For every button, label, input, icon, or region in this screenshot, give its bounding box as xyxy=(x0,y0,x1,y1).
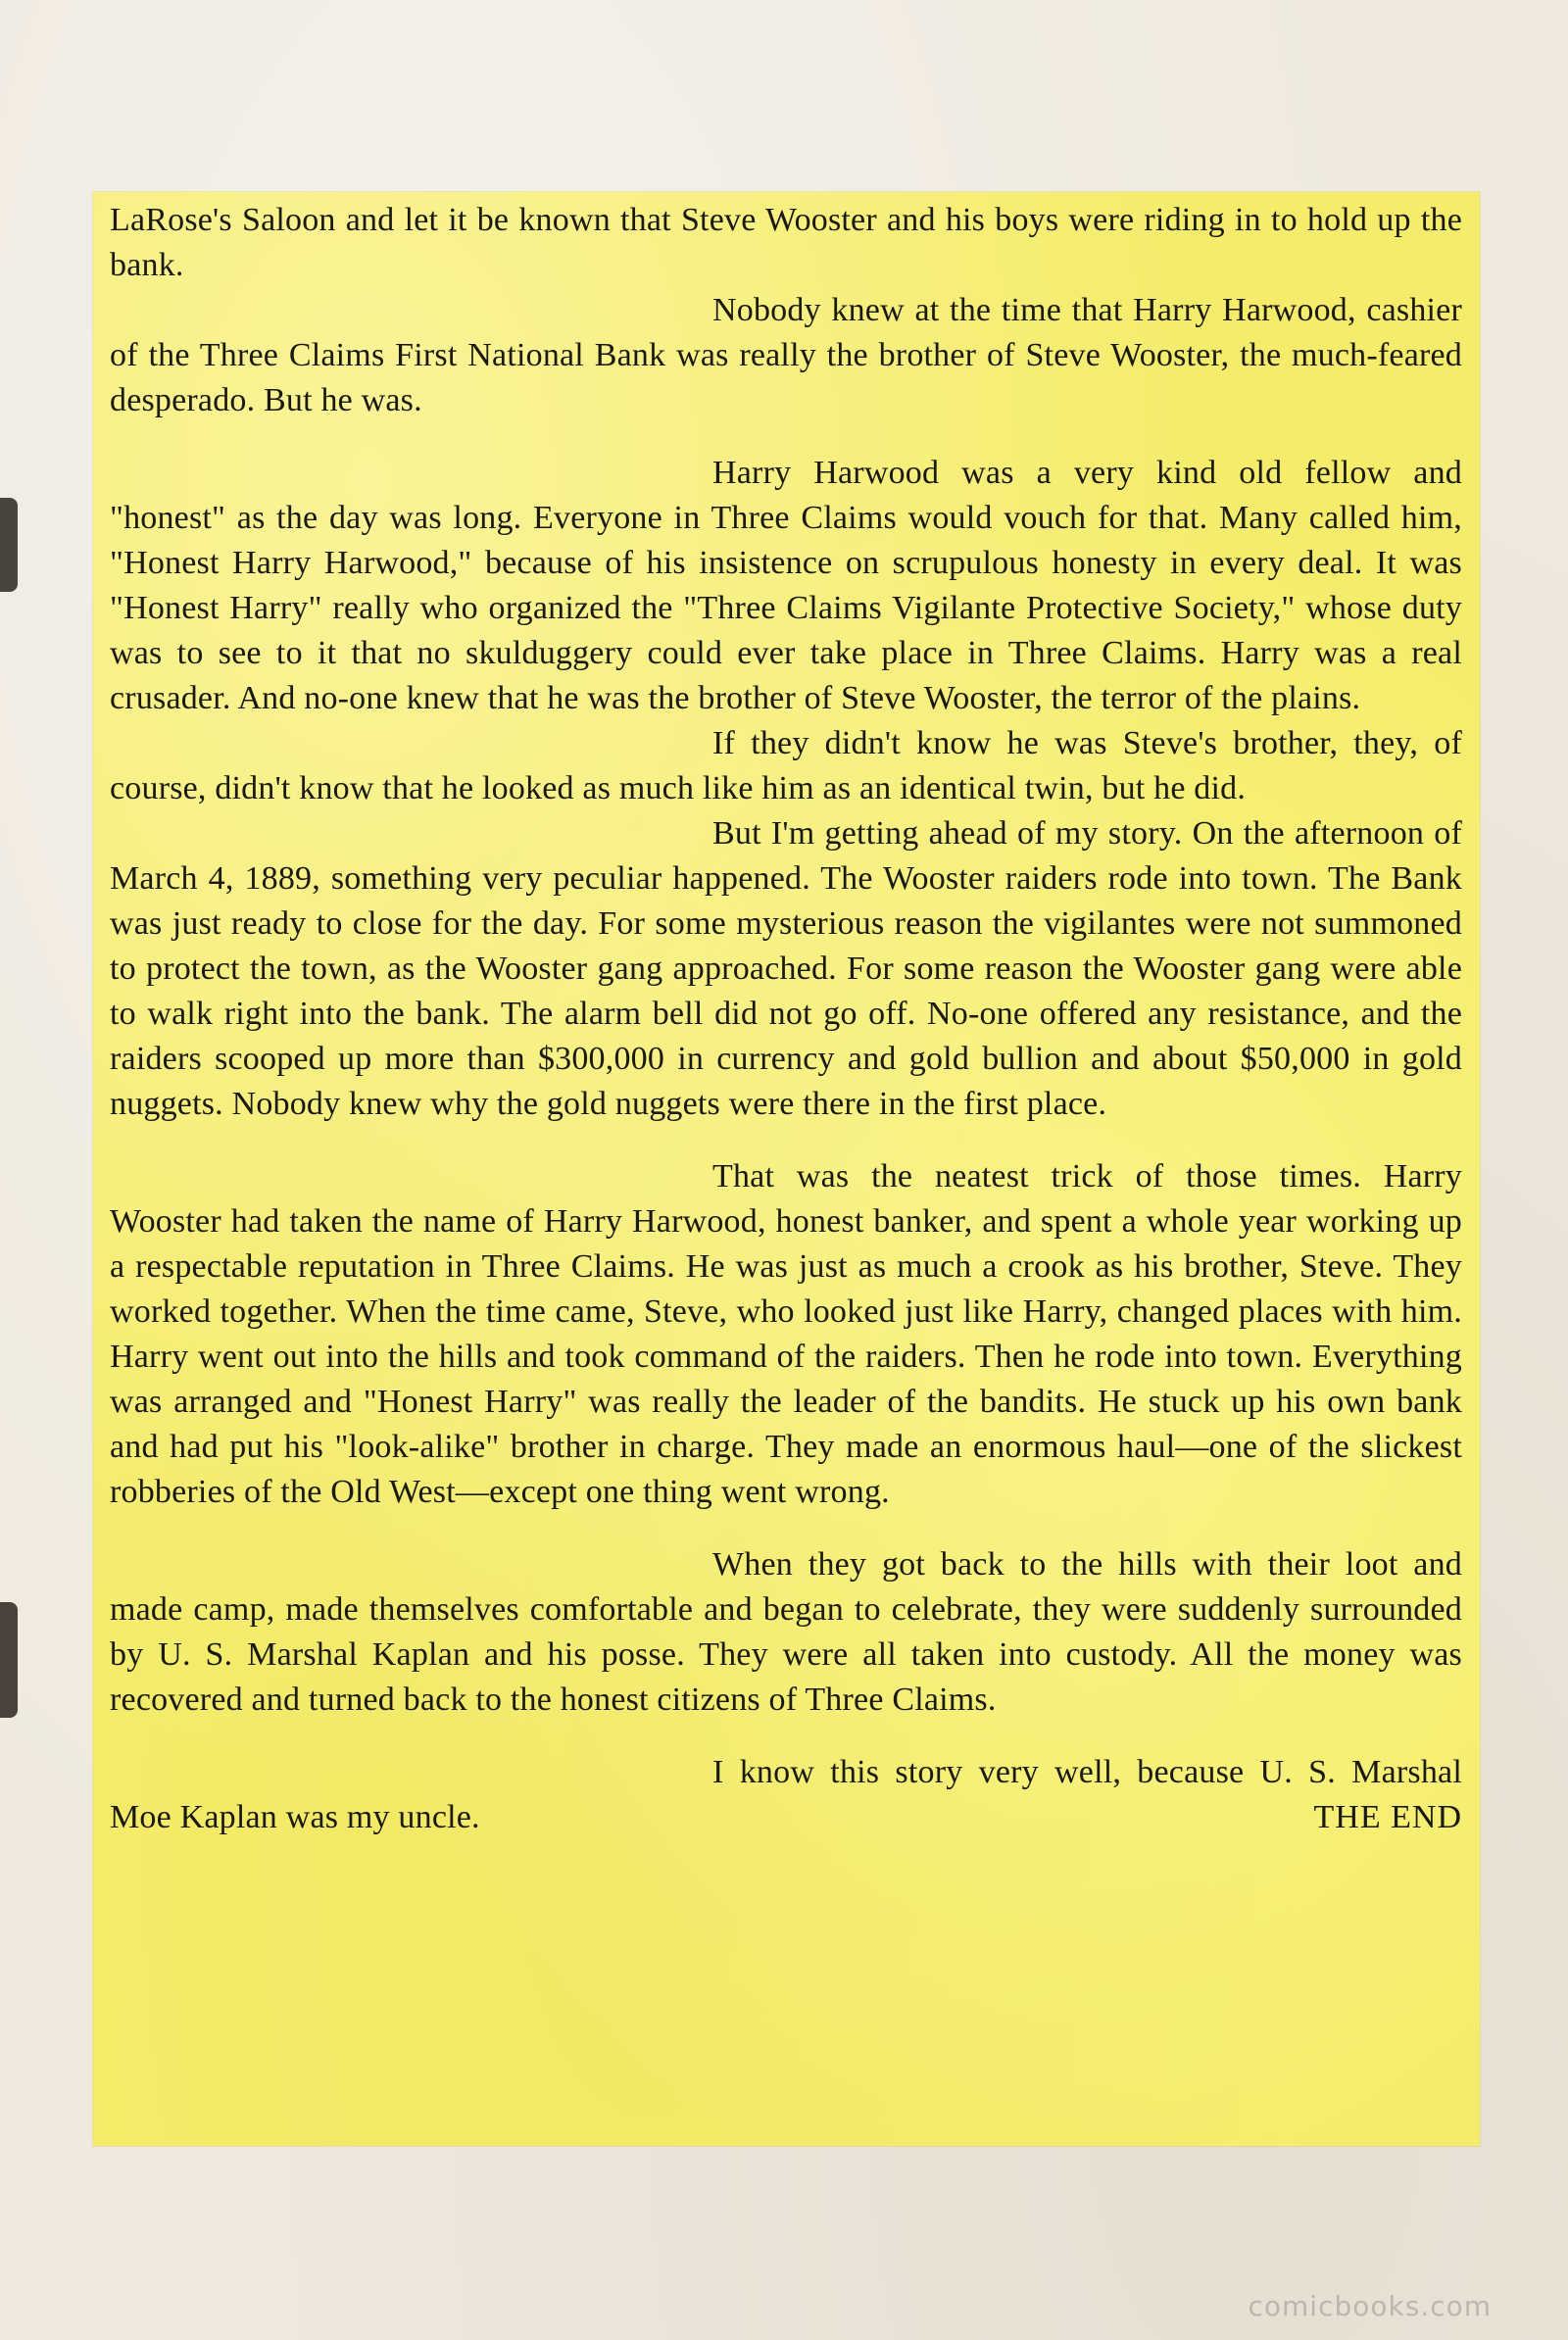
watermark: comicbooks.com xyxy=(1248,2290,1492,2322)
story-paragraph: When they got back to the hills with their loot and made camp, made themselves comfortable and began to celebrate, they were suddenly surrounded by U. S. Marshal Kaplan and his posse. They were all taken into custody. All the money was recovered and turned back to the honest citizens of Three Claims. xyxy=(110,1546,1462,1718)
page-edge-tear xyxy=(0,1602,18,1718)
story-text xyxy=(110,192,1462,1840)
story-paragraph: Harry Harwood was a very kind old fellow and "honest" as the day was long. Everyone in Three Claims would vouch for that. Many called him, "Honest Harry Harwood," because of his insistence on scrupulous honesty in every deal. It was "Honest Harry" really who organized the "Three Claims Vigilante Protective Society," whose duty was to see to it that no skulduggery could ever take place in Three Claims. Harry was a real crusader. And no-one knew that he was the brother of Steve Wooster, the terror of the plains. xyxy=(110,455,1462,716)
story-paragraph: I know this story very well, because U. S. Marshal Moe Kaplan was my uncle. xyxy=(110,1754,1462,1835)
text-panel xyxy=(93,192,1480,2146)
story-paragraph-final xyxy=(110,1750,1462,1840)
the-end-label: THE END xyxy=(1313,1799,1462,1835)
story-paragraph: Nobody knew at the time that Harry Harwood, cashier of the Three Claims First National Bank was really the brother of Steve Wooster, the much-feared desperado. But he was. xyxy=(110,292,1462,418)
story-paragraph: But I'm getting ahead of my story. On the afternoon of March 4, 1889, something very peculiar happened. The Wooster raiders rode into town. The Bank was just ready to close for the day. For some mysterious reason the vigilantes were not summoned to protect the town, as the Wooster gang approached. For some reason the Wooster gang were able to walk right into the bank. The alarm bell did not go off. No-one offered any resistance, and the raiders scooped up more than $300,000 in currency and gold bullion and about $50,000 in gold nuggets. Nobody knew why the gold nuggets were there in the first place. xyxy=(110,815,1462,1122)
page-edge-tear xyxy=(0,498,18,592)
story-paragraph: That was the neatest trick of those times. Harry Wooster had taken the name of Harry Harwood, honest banker, and spent a whole year working up a respectable reputation in Three Claims. He was just as much a crook as his brother, Steve. They worked together. When the time came, Steve, who looked just like Harry, changed places with him. Harry went out into the hills and took command of the raiders. Then he rode into town. Everything was arranged and "Honest Harry" was really the leader of the bandits. He stuck up his own bank and had put his "look-alike" brother in charge. They made an enormous haul—one of the slickest robberies of the Old West—except one thing went wrong. xyxy=(110,1158,1462,1510)
story-paragraph: LaRose's Saloon and let it be known that Steve Wooster and his boys were riding in to hold up the bank. xyxy=(110,202,1462,283)
story-paragraph: If they didn't know he was Steve's brother, they, of course, didn't know that he looked as much like him as an identical twin, but he did. xyxy=(110,725,1462,806)
